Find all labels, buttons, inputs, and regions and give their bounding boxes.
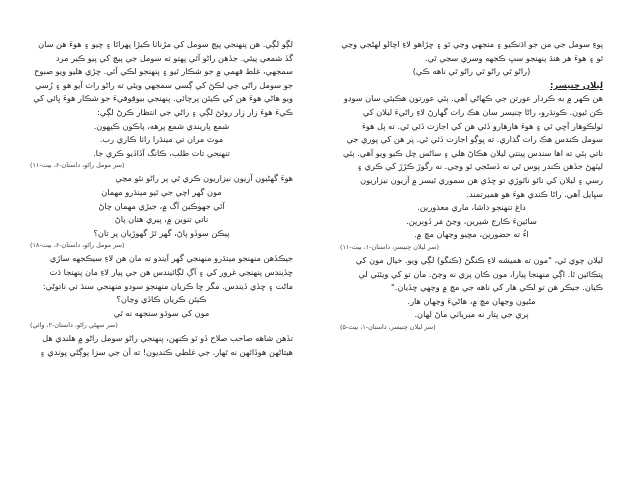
right-verse-line: داغ تنهنجو داشا، ماري معذورين. [417, 202, 526, 213]
left-verse-line: موٽ مران تي مينڌرا راٺا ڪاري رب. [99, 134, 224, 145]
left-verse-line: شمع پاريندي شمع پرهه، پاڪون ڪيهون. [93, 120, 230, 131]
right-verse-line: اءُ ته حضورين، مڇيو وڃهان مڇ ۾. [414, 229, 529, 240]
right-verse-line: (راڻو ٿي راڻو ٿي راڻو ٿي ناهه ڪي) [412, 66, 531, 77]
left-page [30, 38, 293, 359]
right-paragraph: پوءِ سومل جي من جو اڌنڪيو ۽ منجهي وڃي ٿو ۽ ڇڙاهو لاءِ اچالو لهڻجي وڃي ٿو ۽ هوءَ هر هنڌ پنهنجو سڀ ڪجهه وسري سڃي ٿي. [341, 39, 603, 63]
left-verse-line: آئي جهوڪين آگ ۾، جيڙي مهمان چاڻ [98, 200, 225, 211]
right-page [340, 38, 603, 334]
right-section-heading: ليلان چنيسر: [550, 79, 603, 90]
right-citation: (سر ليلان چنيسر، داستان-۱، بيت-۱۱) [340, 242, 440, 251]
right-paragraph: هن ڪهر ۾ به ڪردار عورتن جي ڪهاڻي آهي. ٻئي عورتون هڪبئي سان سوڊو ڪن ٿيون. ڪونڌرو، راڻا چنيسر سان هڪ رات گهارڻ لاءِ راڻيءَ ليلان کي ٽولڪوهار آڇي ٿي ۽ هوءَ هارهارو ڏئي هن کي اجازت ڏئي ٿي. ته پل هوءَ سومل ڪندس هڪ رات گذاري. ته ڀوڳو اجازت ڏئي ٿي. پر هن کي پوري جي ناتي ٻئي ته اها سندس پينتي ليلان هڪاڻ هلي ۽ ساڻس چل ڪيو ويو آهي. ٻئي ليٽهڻ جڏهن ڪندر پوس ٿي نه ڏسڻجي ٿو وڃي. نه رگوڙ ڪڙڙ کي ڪري ۽ رسي ۽ ليلان کي نائو ناٿوڙي تو ڇڏي هن سموري ٿيسر ۾ آزيون نيزاريون سڀايل آهي. راڻا ڪندي هوءَ هو هميرتمند. [342, 93, 603, 199]
right-verse-line: پري جي پتار نه ميرياٺي ماڻ لهان. [414, 309, 529, 320]
right-verse-line: مڻيون وڃهان مڇ ۾، هاڻيءَ وڃهان هار. [407, 295, 536, 306]
left-verse-line: مون کي سوڌو سنجهه نه ٿي [113, 307, 210, 318]
left-citation: (سر مومل راڻو، داستان-۶، بيت-۱۱) [30, 161, 125, 170]
left-citation: (سر سهڻي راڻو، داستان-۲، وائي) [30, 321, 118, 330]
left-verse-line: تنهنجي تات طلب، ڪانگ آڏاڏيو ڪري جا. [93, 147, 230, 158]
left-verse-line: مون گهر اچي جي ٿيو مينڌرو مهمان [101, 186, 222, 197]
left-paragraph: هوءَ گهڻيون آزيون نيزاريون ڪري ٿي پر راڻو نٿو مڃي [115, 173, 293, 184]
right-verse-line: سائينءَ ڪارج شيرين، وڃڻ مَر ڏوٻرين. [406, 215, 537, 226]
left-paragraph: جيڪڏهن منهنجو مينڌرو منهنجي گهر آيندو ته مان هن لاءِ سيڪجهه ساڙي ڇڏيندس پنهنجي غرور کي ۽ آڳ لڳائيندس هن جي پيار لاءِ مان پنهنجا ڌت ماڻت ۽ ڇڏي ڏيندس. مگر ڇا ڪريان منهنجو سودو منهنجي سنڌ تي ناتوڻي: [42, 253, 293, 291]
left-verse-line: پيڪن سوڏو پاڻ، گهر ٿڙ گهوڙيان پر تان؟ [93, 227, 230, 238]
left-verse-line: ڪيئن ڪريان ڪاڏي وڃان؟ [116, 294, 207, 305]
left-citation: (سر مومل راڻو، داستان-۶، بيت-۱۸) [30, 241, 125, 250]
right-paragraph: ليلان چوي ٿي، "مون ته هميشه لاءِ ڪنگڻ (ڪنگو) لڳي ويو. خيال مون کي پتڪائين ٿا. اڳي منهنجا پيارا، مون ڪان پري نه وڃڻ. مان تو کي ويئٽي لي ڪيان. جيڪر هن تو لڪي هار کي ناهه جي مڇ ۾ وڃهي ڇڏيان." [355, 254, 603, 293]
left-verse-line: ناتي تنوين ۾، پيري هتان پاڻ [114, 214, 209, 225]
right-citation: (سر ليلان چنيسر، داستان-۱، بيت-۵) [340, 322, 436, 331]
left-paragraph: لڳو لڳي. هن پنهنجي پيچ سومل کي مڙناٺا ڪيڙا پهرائا ۽ چيو ۽ هوءَ هن سان گڏ شمعي پيئي. جڏهن راڻو آئي پهتو ته سومل جي پيچ کي پيو ڪير مرد سمجهي، غلط فهمي ۾ جو شڪار ٿيو ۽ پنهنجو لڪي آئي. چڙي هليو ويو صبوح جو سومل راڻي جي لڪڻ کي ڳسي سمجهي ويئي ته راڻو رات آيو هو ۽ رُسي ويو هاڻي هوءَ هن کي ڪيئن پرچائي. پنهنجي بيوقوفيءَ جو شڪار هوءَ ڀائي کي ڪيءَ هوءَ زار زار روئڻ لڳي ۽ راڻي جي انتظار ڪرڻ لڳي: [33, 39, 293, 117]
left-paragraph: تڏهن شاهه صاحب صلاح ڏو ٿو ڪنهن، پنهنجي راڻو سومل راڻو ۾ هلندي هل هيتاڻهن هوڏائهن نه ٿهار. جي غلطي ڪنديون! ته آن جي سزا پوڳڻي پوندي ۽ [40, 333, 293, 357]
